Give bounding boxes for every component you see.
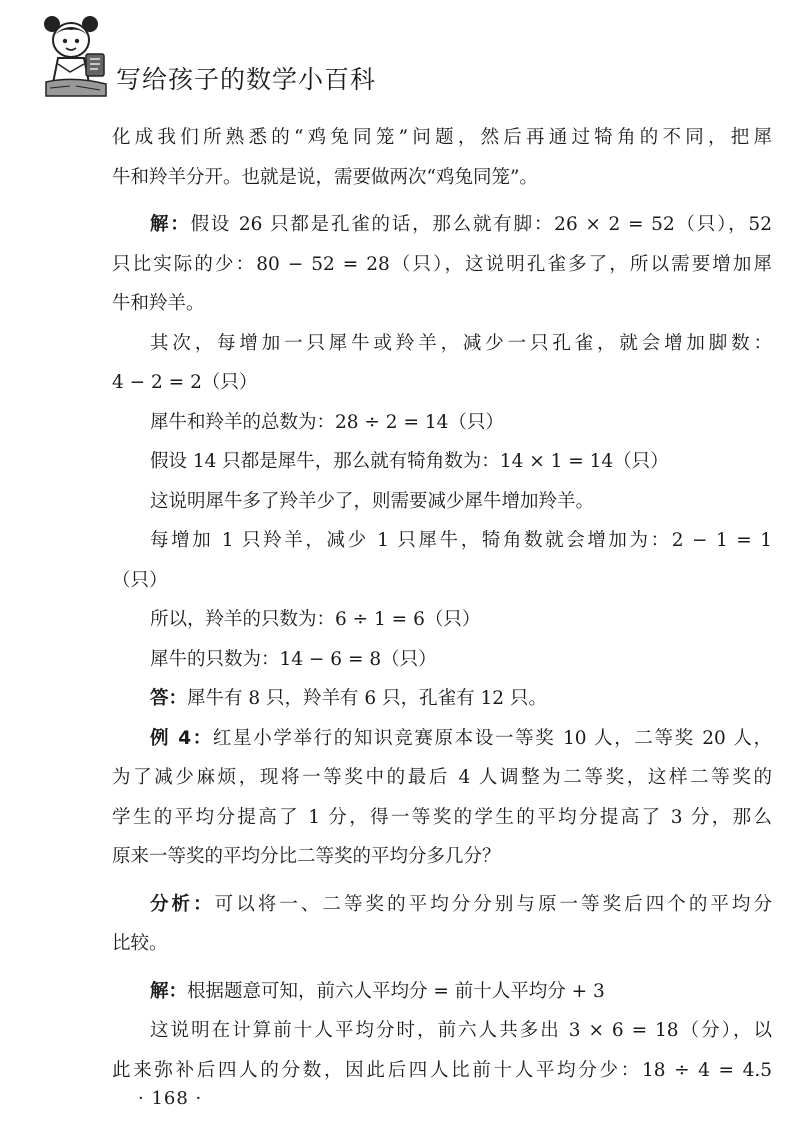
body-line: 比较。: [112, 933, 168, 954]
body-line: 所以，羚羊的只数为：6 ÷ 1 = 6（只）: [150, 609, 481, 630]
solution-paragraph-start: 解：根据题意可知，前六人平均分 = 前十人平均分 + 3: [150, 980, 605, 1002]
answer-line: 答：犀牛有 8 只，羚羊有 6 只，孔雀有 12 只。: [150, 688, 547, 709]
page-body: [112, 118, 772, 1090]
page-number: · 168 ·: [138, 1088, 203, 1109]
label-example: 例 4：: [150, 727, 213, 749]
solution-paragraph-start: 解：假设 26 只都是孔雀的话，那么就有脚：26 × 2 = 52（只），52: [150, 214, 772, 235]
body-line: 这说明在计算前十人平均分时，前六人共多出 3 × 6 = 18（分），以: [150, 1020, 772, 1041]
label-solution: 解：: [150, 980, 188, 1002]
body-line: 学生的平均分提高了 1 分，得一等奖的学生的平均分提高了 3 分，那么: [112, 806, 772, 828]
body-line: 犀牛和羚羊的总数为：28 ÷ 2 = 14（只）: [150, 411, 504, 433]
body-line: 犀牛的只数为：14 − 6 = 8（只）: [150, 648, 437, 670]
book-title: 写给孩子的数学小百科: [116, 65, 377, 94]
girl-mascot-icon: [40, 12, 112, 100]
body-line: 其次，每增加一只犀牛或羚羊，减少一只孔雀，就会增加脚数：: [150, 332, 772, 354]
example-paragraph-start: 例 4：红星小学举行的知识竞赛原本设一等奖 10 人，二等奖 20 人，: [150, 727, 772, 749]
body-line: 只比实际的少：80 − 52 = 28（只），这说明孔雀多了，所以需要增加犀: [112, 253, 772, 275]
body-line: 假设 14 只都是犀牛，那么就有犄角数为：14 × 1 = 14（只）: [150, 451, 669, 472]
body-line: 4 − 2 = 2（只）: [112, 372, 258, 393]
body-line: 为了减少麻烦，现将一等奖中的最后 4 人调整为二等奖，这样二等奖的: [112, 767, 772, 788]
label-answer: 答：: [150, 688, 188, 709]
body-line: 牛和羚羊分开。也就是说，需要做两次“鸡兔同笼”。: [112, 166, 538, 188]
label-analysis: 分析：: [150, 893, 215, 915]
label-solution: 解：: [150, 214, 191, 235]
body-line: 每增加 1 只羚羊，减少 1 只犀牛，犄角数就会增加为：2 − 1 = 1: [150, 530, 772, 551]
body-line: 此来弥补后四人的分数，因此后四人比前十人平均分少：18 ÷ 4 = 4.5: [112, 1059, 772, 1081]
body-line: 牛和羚羊。: [112, 293, 205, 314]
body-line: 化成我们所熟悉的“鸡兔同笼”问题，然后再通过犄角的不同，把犀: [112, 127, 772, 148]
body-line: 这说明犀牛多了羚羊少了，则需要减少犀牛增加羚羊。: [150, 490, 595, 512]
page-header: [40, 12, 400, 102]
analysis-paragraph-start: 分析：可以将一、二等奖的平均分分别与原一等奖后四个的平均分: [150, 893, 772, 915]
body-line: （只）: [112, 569, 168, 591]
body-line: 原来一等奖的平均分比二等奖的平均分多几分？: [112, 846, 501, 867]
